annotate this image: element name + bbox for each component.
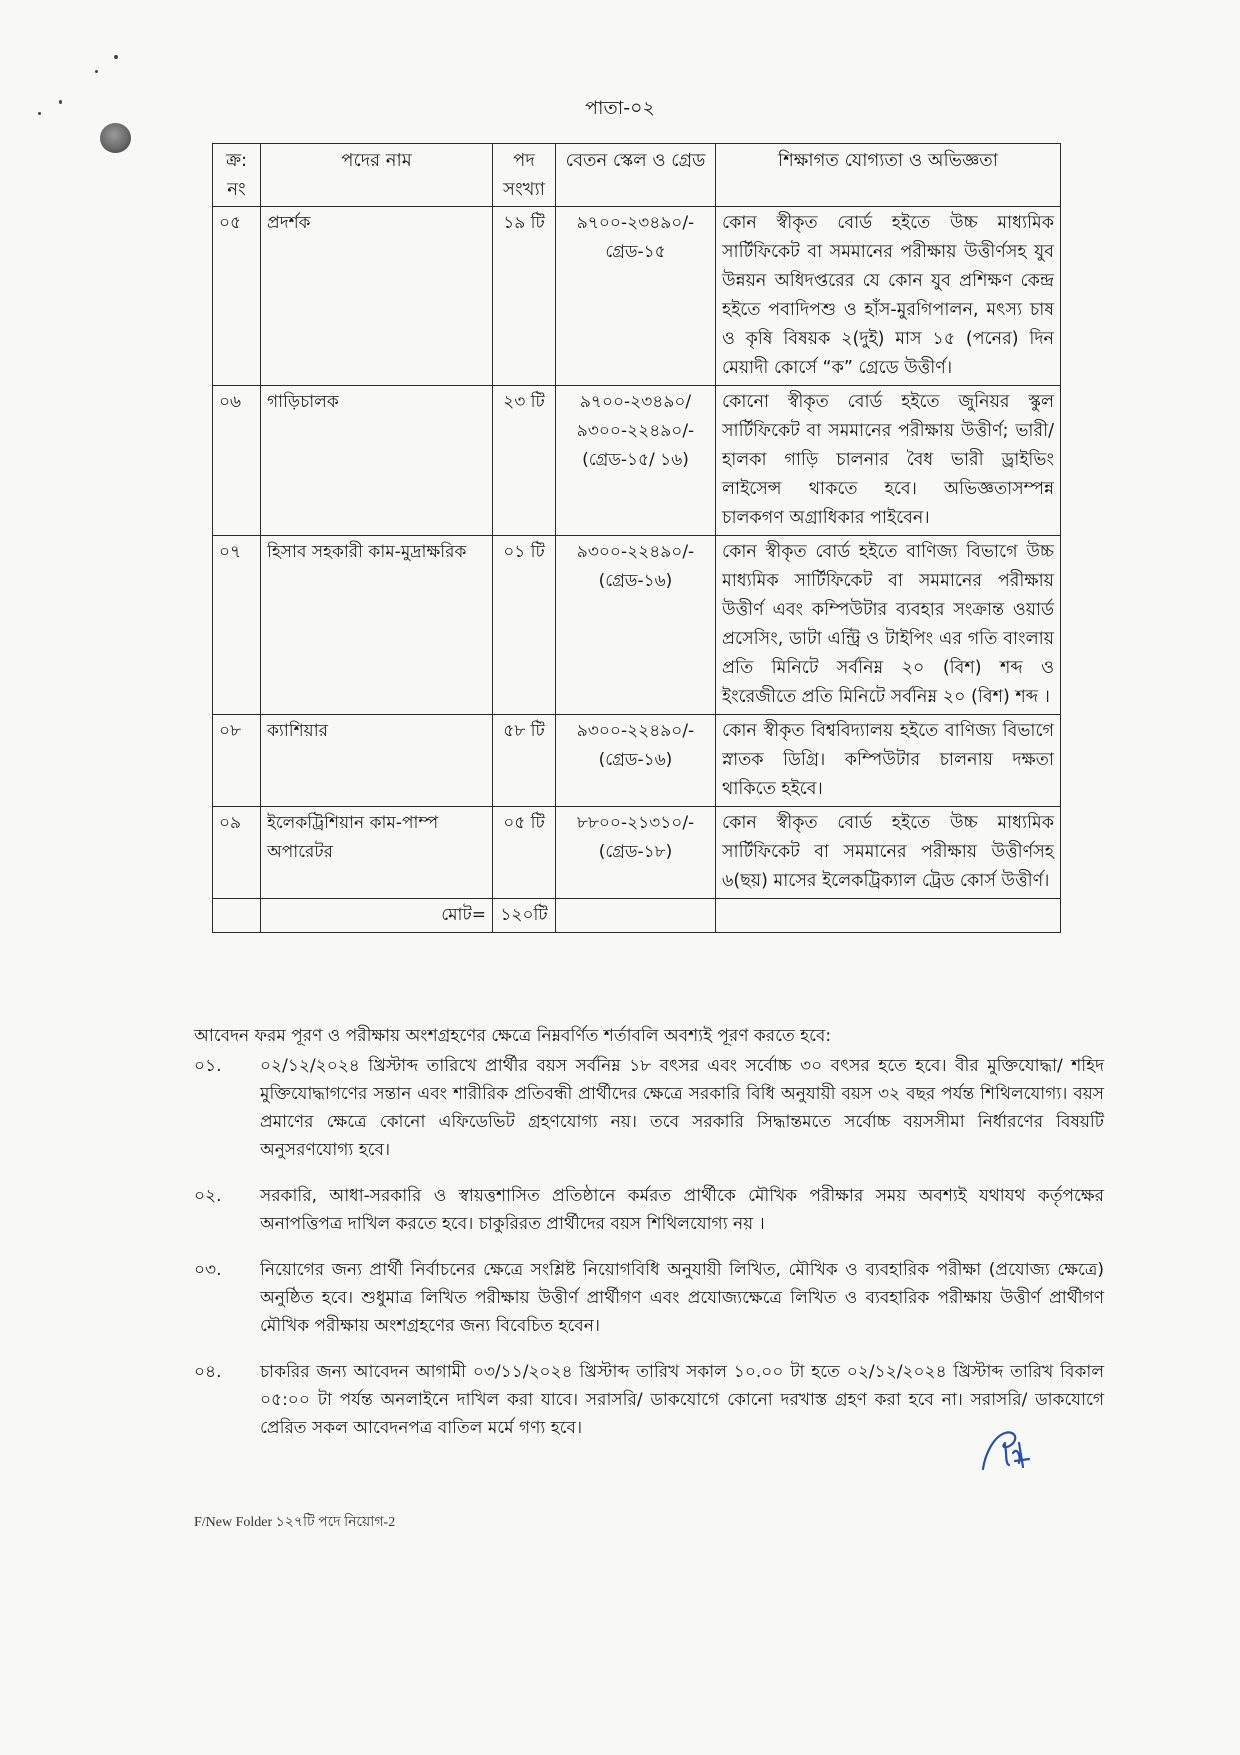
cell-pay-scale: ৯৭০০-২৩৪৯০/- গ্রেড-১৫ (556, 207, 716, 386)
total-value: ১২০টি (493, 899, 556, 933)
table-row (213, 386, 1061, 536)
cell-pay-scale: ৮৮০০-২১৩১০/- (গ্রেড-১৮) (556, 807, 716, 899)
cell-empty (213, 899, 261, 933)
cell-serial: ০৮ (213, 715, 261, 807)
header-post-count: পদ সংখ্যা (493, 144, 556, 207)
scan-speck (114, 55, 118, 59)
condition-text: চাকরির জন্য আবেদন আগামী ০৩/১১/২০২৪ খ্রিস্টাব্দ তারিখ সকাল ১০.০০ টা হতে ০২/১২/২০২৪ খ্রিস্টাব্দ তারিখ বিকাল ০৫:০০ টা পর্যন্ত অনলাইনে দাখিল করা যাবে। সরাসরি/ ডাকযোগে কোনো দরখাস্ত গ্রহণ করা হবে না। সরাসরি/ ডাকযোগে প্রেরিত সকল আবেদনপত্র বাতিল মর্মে গণ্য হবে। (260, 1362, 1104, 1438)
condition-text: নিয়োগের জন্য প্রার্থী নির্বাচনের ক্ষেত্রে সংশ্লিষ্ট নিয়োগবিধি অনুযায়ী লিখিত, মৌখিক ও ব্যবহারিক পরীক্ষা (প্রযোজ্য ক্ষেত্রে) অনুষ্ঠিত হবে। শুধুমাত্র লিখিত পরীক্ষায় উত্তীর্ণ প্রার্থীগণ এবং প্রযোজ্যক্ষেত্রে লিখিত ও ব্যবহারিক পরীক্ষায় উত্তীর্ণ প্রার্থীগণ মৌখিক পরীক্ষায় অংশগ্রহণের জন্য বিবেচিত হবেন। (260, 1260, 1104, 1336)
punch-hole-icon (100, 123, 131, 153)
condition-number: ০৪. (194, 1362, 222, 1382)
cell-post-count: ০৫ টি (493, 807, 556, 899)
cell-qualification: কোন স্বীকৃত বিশ্ববিদ্যালয় হইতে বাণিজ্য বিভাগে স্নাতক ডিগ্রি। কম্পিউটার চালনায় দক্ষতা থাকিতে হইবে। (716, 715, 1061, 807)
condition-item (194, 1182, 1104, 1238)
page-number: পাতা-০২ (585, 97, 655, 119)
table-row (213, 536, 1061, 715)
table-row (213, 807, 1061, 899)
cell-empty (716, 899, 1061, 933)
cell-post-name: ক্যাশিয়ার (261, 715, 493, 807)
table-row (213, 715, 1061, 807)
cell-qualification: কোন স্বীকৃত বোর্ড হইতে উচ্চ মাধ্যমিক সার্টিফিকেট বা সমমানের পরীক্ষায় উত্তীর্ণসহ ৬(ছয়) মাসের ইলেকট্রিক্যাল ট্রেড কোর্স উত্তীর্ণ। (716, 807, 1061, 899)
cell-qualification: কোন স্বীকৃত বোর্ড হইতে বাণিজ্য বিভাগে উচ্চ মাধ্যমিক সার্টিফিকেট বা সমমানের পরীক্ষায় উত্তীর্ণ এবং কম্পিউটার ব্যবহার সংক্রান্ত ওয়ার্ড প্রসেসিং, ডাটা এন্ট্রি ও টাইপিং এর গতি বাংলায় প্রতি মিনিটে সর্বনিম্ন ২০ (বিশ) শব্দ ও ইংরেজীতে প্রতি মিনিটে সর্বনিম্ন ২০ (বিশ) শব্দ । (716, 536, 1061, 715)
conditions-intro: আবেদন ফরম পূরণ ও পরীক্ষায় অংশগ্রহণের ক্ষেত্রে নিম্নবর্ণিত শর্তাবলি অবশ্যই পূরণ করতে হবে: (194, 1026, 832, 1046)
condition-item (194, 1052, 1104, 1164)
posts-table (212, 143, 1061, 933)
condition-item (194, 1256, 1104, 1340)
cell-post-name: গাড়িচালক (261, 386, 493, 536)
cell-serial: ০৫ (213, 207, 261, 386)
cell-pay-scale: ৯৩০০-২২৪৯০/- (গ্রেড-১৬) (556, 536, 716, 715)
cell-pay-scale: ৯৩০০-২২৪৯০/- (গ্রেড-১৬) (556, 715, 716, 807)
conditions-section (194, 1022, 1104, 1460)
header-serial: ক্র: নং (213, 144, 261, 207)
signature-icon (975, 1425, 1045, 1475)
cell-serial: ০৯ (213, 807, 261, 899)
header-post-name: পদের নাম (261, 144, 493, 207)
cell-post-name: ইলেকট্রিশিয়ান কাম-পাম্প অপারেটর (261, 807, 493, 899)
cell-post-name: প্রদর্শক (261, 207, 493, 386)
header-pay-scale: বেতন স্কেল ও গ্রেড (556, 144, 716, 207)
condition-text: ০২/১২/২০২৪ খ্রিস্টাব্দ তারিখে প্রার্থীর বয়স সর্বনিম্ন ১৮ বৎসর এবং সর্বোচ্চ ৩০ বৎসর হতে হবে। বীর মুক্তিযোদ্ধা/ শহিদ মুক্তিযোদ্ধাগণের সন্তান এবং শারীরিক প্রতিবন্ধী প্রার্থীদের ক্ষেত্রে সরকারি বিধি অনুযায়ী বয়স ৩২ বছর পর্যন্ত শিথিলযোগ্য। বয়স প্রমাণের ক্ষেত্রে কোনো এফিডেভিট গ্রহণযোগ্য নয়। তবে সরকারি সিদ্ধান্তমতে সর্বোচ্চ বয়সসীমা নির্ধারণের বিষয়টি অনুসরণযোগ্য হবে। (260, 1056, 1104, 1160)
table-row (213, 207, 1061, 386)
cell-pay-scale: ৯৭০০-২৩৪৯০/ ৯৩০০-২২৪৯০/- (গ্রেড-১৫/ ১৬) (556, 386, 716, 536)
header-qualification: শিক্ষাগত যোগ্যতা ও অভিজ্ঞতা (716, 144, 1061, 207)
cell-post-name: হিসাব সহকারী কাম-মুদ্রাক্ষরিক (261, 536, 493, 715)
condition-text: সরকারি, আধা-সরকারি ও স্বায়ত্তশাসিত প্রতিষ্ঠানে কর্মরত প্রার্থীকে মৌখিক পরীক্ষার সময় অবশ্যই যথাযথ কর্তৃপক্ষের অনাপত্তিপত্র দাখিল করতে হবে। চাকুরিরত প্রার্থীদের বয়স শিথিলযোগ্য নয় । (260, 1186, 1104, 1234)
condition-number: ০৩. (194, 1260, 222, 1280)
scan-speck (95, 70, 98, 73)
cell-post-count: ১৯ টি (493, 207, 556, 386)
condition-item (194, 1358, 1104, 1442)
total-label: মোট= (261, 899, 493, 933)
condition-number: ০২. (194, 1186, 222, 1206)
cell-empty (556, 899, 716, 933)
table-header-row (213, 144, 1061, 207)
cell-qualification: কোনো স্বীকৃত বোর্ড হইতে জুনিয়র স্কুল সার্টিফিকেট বা সমমানের পরীক্ষায় উত্তীর্ণ; ভারী/ হালকা গাড়ি চালনার বৈধ ভারী ড্রাইভিং লাইসেন্স থাকতে হবে। অভিজ্ঞতাসম্পন্ন চালকগণ অগ্রাধিকার পাইবেন। (716, 386, 1061, 536)
footer-file-path: F/New Folder ১২৭টি পদে নিয়োগ-2 (194, 1515, 396, 1530)
cell-post-count: ৫৮ টি (493, 715, 556, 807)
table-total-row (213, 899, 1061, 933)
condition-number: ০১. (194, 1056, 222, 1076)
cell-post-count: ০১ টি (493, 536, 556, 715)
cell-qualification: কোন স্বীকৃত বোর্ড হইতে উচ্চ মাধ্যমিক সার্টিফিকেট বা সমমানের পরীক্ষায় উত্তীর্ণসহ যুব উন্নয়ন অধিদপ্তরের যে কোন যুব প্রশিক্ষণ কেন্দ্র হইতে পবাদিপশু ও হাঁস-মুরগিপালন, মৎস্য চাষ ও কৃষি বিষয়ক ২(দুই) মাস ১৫ (পনের) দিন মেয়াদী কোর্সে “ক” গ্রেডে উত্তীর্ণ। (716, 207, 1061, 386)
cell-serial: ০৬ (213, 386, 261, 536)
cell-post-count: ২৩ টি (493, 386, 556, 536)
cell-serial: ০৭ (213, 536, 261, 715)
